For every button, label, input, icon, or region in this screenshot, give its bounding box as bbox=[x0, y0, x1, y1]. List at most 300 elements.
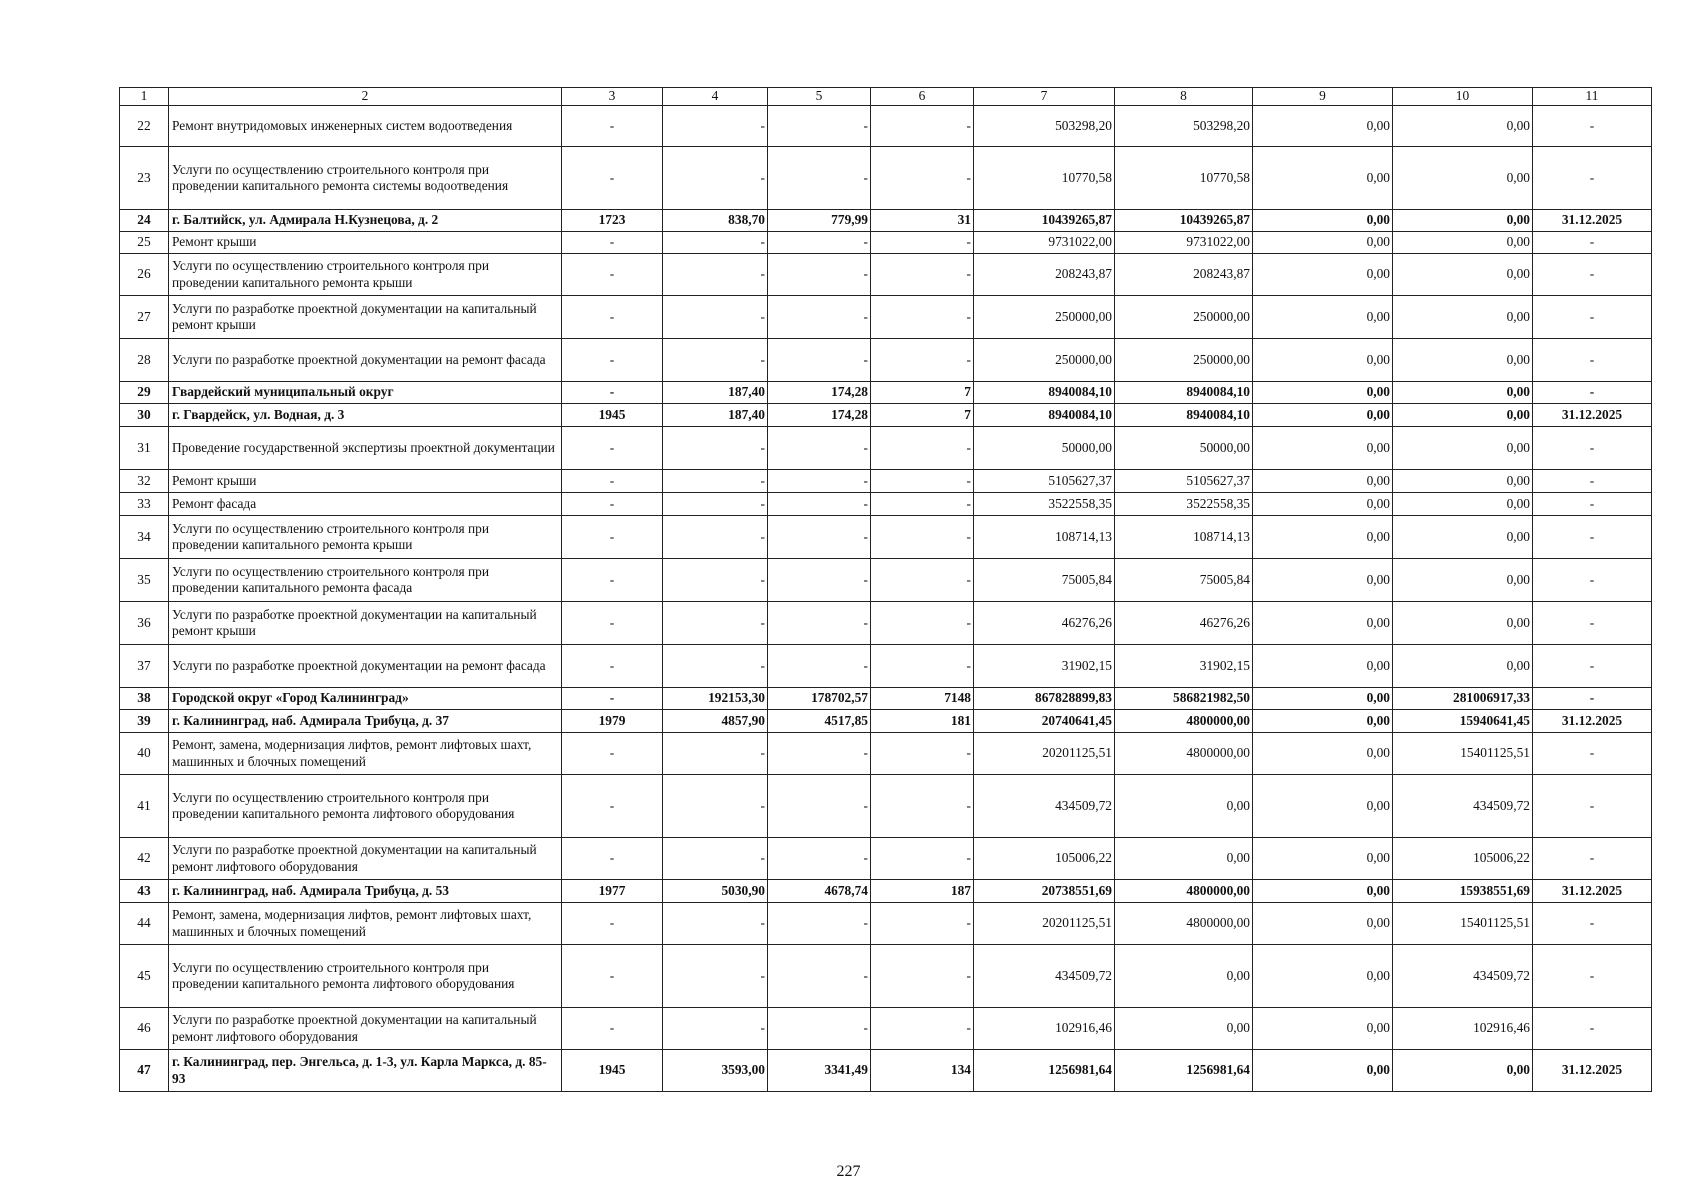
cell-cost-other: 0,00 bbox=[1393, 470, 1533, 493]
cell-area-living: 4517,85 bbox=[768, 710, 871, 733]
column-header: 5 bbox=[768, 88, 871, 106]
cell-area-total: - bbox=[663, 945, 768, 1008]
cell-name: г. Калининград, пер. Энгельса, д. 1-3, ул. Карла Маркса, д. 85-93 bbox=[169, 1050, 562, 1092]
cell-cost-other: 434509,72 bbox=[1393, 945, 1533, 1008]
cell-residents: - bbox=[871, 232, 974, 254]
cell-deadline: - bbox=[1533, 733, 1652, 775]
table-row bbox=[120, 880, 1652, 903]
cell-residents: 134 bbox=[871, 1050, 974, 1092]
cell-cost-fund: 586821982,50 bbox=[1115, 688, 1253, 710]
cell-deadline: - bbox=[1533, 645, 1652, 688]
cell-area-total: - bbox=[663, 516, 768, 559]
cell-cost-total: 10770,58 bbox=[974, 147, 1115, 210]
table-row bbox=[120, 903, 1652, 945]
cell-cost-fund: 4800000,00 bbox=[1115, 903, 1253, 945]
cell-row-number: 26 bbox=[120, 254, 169, 296]
cell-cost-total: 46276,26 bbox=[974, 602, 1115, 645]
cell-residents: 7148 bbox=[871, 688, 974, 710]
cell-cost-budget: 0,00 bbox=[1253, 688, 1393, 710]
table-row bbox=[120, 296, 1652, 339]
cell-residents: - bbox=[871, 147, 974, 210]
cell-cost-budget: 0,00 bbox=[1253, 382, 1393, 404]
cell-year: - bbox=[562, 1008, 663, 1050]
cell-row-number: 41 bbox=[120, 775, 169, 838]
column-header: 10 bbox=[1393, 88, 1533, 106]
cell-name: Ремонт, замена, модернизация лифтов, ремонт лифтовых шахт, машинных и блочных помещений bbox=[169, 903, 562, 945]
cell-cost-total: 108714,13 bbox=[974, 516, 1115, 559]
cell-area-living: - bbox=[768, 232, 871, 254]
cell-cost-other: 0,00 bbox=[1393, 493, 1533, 516]
cell-row-number: 28 bbox=[120, 339, 169, 382]
cell-cost-total: 8940084,10 bbox=[974, 382, 1115, 404]
cell-cost-budget: 0,00 bbox=[1253, 645, 1393, 688]
cell-area-total: 5030,90 bbox=[663, 880, 768, 903]
cell-row-number: 22 bbox=[120, 106, 169, 147]
cell-cost-budget: 0,00 bbox=[1253, 903, 1393, 945]
cell-cost-budget: 0,00 bbox=[1253, 1008, 1393, 1050]
cell-deadline: - bbox=[1533, 516, 1652, 559]
cell-row-number: 45 bbox=[120, 945, 169, 1008]
cell-name: Ремонт крыши bbox=[169, 470, 562, 493]
cell-cost-budget: 0,00 bbox=[1253, 427, 1393, 470]
cell-cost-fund: 4800000,00 bbox=[1115, 710, 1253, 733]
cell-area-total: - bbox=[663, 559, 768, 602]
cell-area-total: - bbox=[663, 106, 768, 147]
cell-area-total: - bbox=[663, 1008, 768, 1050]
table-row bbox=[120, 339, 1652, 382]
cell-name: г. Балтийск, ул. Адмирала Н.Кузнецова, д. 2 bbox=[169, 210, 562, 232]
cell-area-total: 187,40 bbox=[663, 404, 768, 427]
cell-cost-other: 0,00 bbox=[1393, 210, 1533, 232]
cell-area-living: - bbox=[768, 516, 871, 559]
cell-cost-fund: 208243,87 bbox=[1115, 254, 1253, 296]
cell-area-total: - bbox=[663, 903, 768, 945]
capital-repair-table-wrap bbox=[119, 87, 1651, 1092]
cell-area-total: - bbox=[663, 296, 768, 339]
cell-name: Ремонт крыши bbox=[169, 232, 562, 254]
cell-area-total: 187,40 bbox=[663, 382, 768, 404]
cell-area-living: - bbox=[768, 1008, 871, 1050]
cell-cost-other: 0,00 bbox=[1393, 602, 1533, 645]
cell-deadline: - bbox=[1533, 254, 1652, 296]
cell-deadline: - bbox=[1533, 493, 1652, 516]
column-header: 11 bbox=[1533, 88, 1652, 106]
table-row bbox=[120, 775, 1652, 838]
cell-cost-other: 0,00 bbox=[1393, 296, 1533, 339]
table-row bbox=[120, 470, 1652, 493]
cell-cost-budget: 0,00 bbox=[1253, 710, 1393, 733]
cell-cost-budget: 0,00 bbox=[1253, 775, 1393, 838]
cell-year: - bbox=[562, 733, 663, 775]
table-row bbox=[120, 838, 1652, 880]
cell-cost-budget: 0,00 bbox=[1253, 838, 1393, 880]
table-row bbox=[120, 427, 1652, 470]
table-row bbox=[120, 733, 1652, 775]
cell-cost-other: 0,00 bbox=[1393, 339, 1533, 382]
cell-cost-budget: 0,00 bbox=[1253, 296, 1393, 339]
cell-residents: - bbox=[871, 254, 974, 296]
table-row bbox=[120, 602, 1652, 645]
cell-year: - bbox=[562, 470, 663, 493]
cell-cost-total: 434509,72 bbox=[974, 775, 1115, 838]
cell-cost-fund: 250000,00 bbox=[1115, 296, 1253, 339]
cell-cost-other: 15401125,51 bbox=[1393, 903, 1533, 945]
cell-residents: - bbox=[871, 733, 974, 775]
cell-residents: - bbox=[871, 470, 974, 493]
cell-cost-other: 105006,22 bbox=[1393, 838, 1533, 880]
cell-area-total: - bbox=[663, 427, 768, 470]
cell-deadline: - bbox=[1533, 427, 1652, 470]
cell-deadline: - bbox=[1533, 147, 1652, 210]
cell-cost-fund: 1256981,64 bbox=[1115, 1050, 1253, 1092]
cell-row-number: 27 bbox=[120, 296, 169, 339]
cell-area-total: - bbox=[663, 733, 768, 775]
column-header: 7 bbox=[974, 88, 1115, 106]
cell-cost-budget: 0,00 bbox=[1253, 470, 1393, 493]
cell-cost-total: 105006,22 bbox=[974, 838, 1115, 880]
cell-deadline: - bbox=[1533, 296, 1652, 339]
cell-year: - bbox=[562, 516, 663, 559]
column-header: 4 bbox=[663, 88, 768, 106]
cell-year: - bbox=[562, 838, 663, 880]
cell-year: - bbox=[562, 775, 663, 838]
cell-cost-other: 0,00 bbox=[1393, 645, 1533, 688]
cell-cost-budget: 0,00 bbox=[1253, 106, 1393, 147]
cell-deadline: - bbox=[1533, 945, 1652, 1008]
table-row bbox=[120, 559, 1652, 602]
cell-area-living: - bbox=[768, 147, 871, 210]
cell-cost-budget: 0,00 bbox=[1253, 493, 1393, 516]
capital-repair-table bbox=[119, 87, 1652, 1092]
cell-cost-budget: 0,00 bbox=[1253, 254, 1393, 296]
cell-year: - bbox=[562, 106, 663, 147]
cell-name: Услуги по осуществлению строительного контроля при проведении капитального ремонта системы водоотведения bbox=[169, 147, 562, 210]
cell-cost-other: 0,00 bbox=[1393, 404, 1533, 427]
table-row bbox=[120, 404, 1652, 427]
cell-cost-fund: 108714,13 bbox=[1115, 516, 1253, 559]
page-number: 227 bbox=[836, 1163, 861, 1180]
cell-residents: 181 bbox=[871, 710, 974, 733]
cell-cost-fund: 0,00 bbox=[1115, 945, 1253, 1008]
cell-area-living: - bbox=[768, 106, 871, 147]
cell-cost-budget: 0,00 bbox=[1253, 404, 1393, 427]
cell-name: Услуги по осуществлению строительного контроля при проведении капитального ремонта крыши bbox=[169, 516, 562, 559]
cell-residents: - bbox=[871, 296, 974, 339]
cell-year: - bbox=[562, 688, 663, 710]
cell-deadline: - bbox=[1533, 339, 1652, 382]
cell-cost-budget: 0,00 bbox=[1253, 945, 1393, 1008]
cell-area-living: - bbox=[768, 775, 871, 838]
cell-cost-other: 15938551,69 bbox=[1393, 880, 1533, 903]
cell-year: - bbox=[562, 903, 663, 945]
column-header: 9 bbox=[1253, 88, 1393, 106]
cell-area-total: - bbox=[663, 339, 768, 382]
cell-row-number: 47 bbox=[120, 1050, 169, 1092]
cell-name: Гвардейский муниципальный округ bbox=[169, 382, 562, 404]
cell-year: - bbox=[562, 427, 663, 470]
cell-residents: - bbox=[871, 945, 974, 1008]
cell-deadline: - bbox=[1533, 775, 1652, 838]
table-row bbox=[120, 1050, 1652, 1092]
cell-deadline: - bbox=[1533, 602, 1652, 645]
column-header: 1 bbox=[120, 88, 169, 106]
table-row bbox=[120, 254, 1652, 296]
cell-area-living: 174,28 bbox=[768, 404, 871, 427]
cell-cost-other: 281006917,33 bbox=[1393, 688, 1533, 710]
column-header: 2 bbox=[169, 88, 562, 106]
table-row bbox=[120, 688, 1652, 710]
cell-name: Услуги по осуществлению строительного контроля при проведении капитального ремонта лифтового оборудования bbox=[169, 775, 562, 838]
cell-area-total: 838,70 bbox=[663, 210, 768, 232]
cell-name: г. Гвардейск, ул. Водная, д. 3 bbox=[169, 404, 562, 427]
cell-deadline: - bbox=[1533, 382, 1652, 404]
cell-area-total: - bbox=[663, 602, 768, 645]
cell-cost-other: 15401125,51 bbox=[1393, 733, 1533, 775]
cell-row-number: 31 bbox=[120, 427, 169, 470]
cell-area-total: 192153,30 bbox=[663, 688, 768, 710]
cell-year: 1945 bbox=[562, 404, 663, 427]
cell-row-number: 25 bbox=[120, 232, 169, 254]
cell-cost-fund: 10439265,87 bbox=[1115, 210, 1253, 232]
cell-cost-total: 102916,46 bbox=[974, 1008, 1115, 1050]
cell-cost-fund: 0,00 bbox=[1115, 838, 1253, 880]
cell-area-living: 4678,74 bbox=[768, 880, 871, 903]
cell-year: - bbox=[562, 296, 663, 339]
cell-cost-total: 20738551,69 bbox=[974, 880, 1115, 903]
cell-cost-fund: 0,00 bbox=[1115, 1008, 1253, 1050]
cell-cost-fund: 8940084,10 bbox=[1115, 404, 1253, 427]
column-header: 3 bbox=[562, 88, 663, 106]
cell-cost-fund: 9731022,00 bbox=[1115, 232, 1253, 254]
cell-residents: 187 bbox=[871, 880, 974, 903]
cell-cost-total: 3522558,35 bbox=[974, 493, 1115, 516]
cell-area-total: - bbox=[663, 254, 768, 296]
cell-name: Услуги по разработке проектной документации на капитальный ремонт лифтового оборудования bbox=[169, 838, 562, 880]
cell-cost-other: 0,00 bbox=[1393, 147, 1533, 210]
cell-deadline: 31.12.2025 bbox=[1533, 404, 1652, 427]
cell-cost-budget: 0,00 bbox=[1253, 232, 1393, 254]
cell-year: - bbox=[562, 339, 663, 382]
cell-year: - bbox=[562, 382, 663, 404]
cell-area-living: 178702,57 bbox=[768, 688, 871, 710]
cell-cost-total: 250000,00 bbox=[974, 296, 1115, 339]
cell-cost-other: 434509,72 bbox=[1393, 775, 1533, 838]
cell-cost-fund: 4800000,00 bbox=[1115, 880, 1253, 903]
cell-cost-budget: 0,00 bbox=[1253, 339, 1393, 382]
cell-residents: - bbox=[871, 493, 974, 516]
cell-area-living: - bbox=[768, 559, 871, 602]
cell-deadline: - bbox=[1533, 232, 1652, 254]
cell-cost-total: 5105627,37 bbox=[974, 470, 1115, 493]
cell-cost-fund: 46276,26 bbox=[1115, 602, 1253, 645]
cell-residents: - bbox=[871, 838, 974, 880]
cell-name: г. Калининград, наб. Адмирала Трибуца, д. 53 bbox=[169, 880, 562, 903]
cell-deadline: - bbox=[1533, 903, 1652, 945]
cell-row-number: 40 bbox=[120, 733, 169, 775]
cell-year: 1979 bbox=[562, 710, 663, 733]
cell-name: Услуги по разработке проектной документации на капитальный ремонт крыши bbox=[169, 602, 562, 645]
cell-row-number: 39 bbox=[120, 710, 169, 733]
cell-cost-total: 50000,00 bbox=[974, 427, 1115, 470]
cell-cost-total: 434509,72 bbox=[974, 945, 1115, 1008]
cell-cost-fund: 503298,20 bbox=[1115, 106, 1253, 147]
cell-area-total: - bbox=[663, 775, 768, 838]
cell-area-living: - bbox=[768, 427, 871, 470]
cell-area-living: 174,28 bbox=[768, 382, 871, 404]
cell-year: - bbox=[562, 945, 663, 1008]
cell-area-living: 779,99 bbox=[768, 210, 871, 232]
cell-year: - bbox=[562, 645, 663, 688]
cell-area-living: - bbox=[768, 903, 871, 945]
cell-row-number: 34 bbox=[120, 516, 169, 559]
cell-cost-total: 1256981,64 bbox=[974, 1050, 1115, 1092]
cell-cost-other: 0,00 bbox=[1393, 1050, 1533, 1092]
cell-area-living: - bbox=[768, 470, 871, 493]
column-header: 6 bbox=[871, 88, 974, 106]
cell-row-number: 42 bbox=[120, 838, 169, 880]
cell-deadline: 31.12.2025 bbox=[1533, 710, 1652, 733]
cell-cost-budget: 0,00 bbox=[1253, 1050, 1393, 1092]
cell-cost-other: 0,00 bbox=[1393, 559, 1533, 602]
cell-name: Ремонт фасада bbox=[169, 493, 562, 516]
cell-year: 1945 bbox=[562, 1050, 663, 1092]
cell-area-living: - bbox=[768, 339, 871, 382]
cell-cost-other: 0,00 bbox=[1393, 106, 1533, 147]
cell-row-number: 23 bbox=[120, 147, 169, 210]
cell-cost-other: 0,00 bbox=[1393, 516, 1533, 559]
cell-row-number: 24 bbox=[120, 210, 169, 232]
cell-name: Услуги по разработке проектной документации на ремонт фасада bbox=[169, 339, 562, 382]
table-row bbox=[120, 382, 1652, 404]
table-row bbox=[120, 106, 1652, 147]
cell-residents: - bbox=[871, 602, 974, 645]
table-row bbox=[120, 147, 1652, 210]
cell-cost-budget: 0,00 bbox=[1253, 210, 1393, 232]
cell-residents: - bbox=[871, 427, 974, 470]
cell-deadline: 31.12.2025 bbox=[1533, 880, 1652, 903]
cell-cost-other: 0,00 bbox=[1393, 382, 1533, 404]
cell-deadline: - bbox=[1533, 1008, 1652, 1050]
cell-cost-total: 503298,20 bbox=[974, 106, 1115, 147]
cell-year: - bbox=[562, 232, 663, 254]
cell-row-number: 33 bbox=[120, 493, 169, 516]
cell-row-number: 30 bbox=[120, 404, 169, 427]
cell-area-living: - bbox=[768, 254, 871, 296]
cell-deadline: - bbox=[1533, 838, 1652, 880]
cell-cost-budget: 0,00 bbox=[1253, 880, 1393, 903]
cell-area-living: 3341,49 bbox=[768, 1050, 871, 1092]
table-row bbox=[120, 210, 1652, 232]
table-row bbox=[120, 516, 1652, 559]
table-row bbox=[120, 232, 1652, 254]
cell-cost-other: 102916,46 bbox=[1393, 1008, 1533, 1050]
cell-name: Проведение государственной экспертизы проектной документации bbox=[169, 427, 562, 470]
cell-cost-total: 20740641,45 bbox=[974, 710, 1115, 733]
cell-cost-budget: 0,00 bbox=[1253, 602, 1393, 645]
cell-cost-fund: 5105627,37 bbox=[1115, 470, 1253, 493]
cell-row-number: 35 bbox=[120, 559, 169, 602]
cell-area-living: - bbox=[768, 945, 871, 1008]
cell-row-number: 36 bbox=[120, 602, 169, 645]
cell-deadline: 31.12.2025 bbox=[1533, 210, 1652, 232]
cell-cost-other: 0,00 bbox=[1393, 427, 1533, 470]
column-number-header bbox=[120, 88, 1652, 106]
cell-year: 1723 bbox=[562, 210, 663, 232]
cell-cost-fund: 4800000,00 bbox=[1115, 733, 1253, 775]
table-row bbox=[120, 1008, 1652, 1050]
cell-area-living: - bbox=[768, 838, 871, 880]
cell-area-total: - bbox=[663, 470, 768, 493]
cell-area-total: - bbox=[663, 645, 768, 688]
column-header: 8 bbox=[1115, 88, 1253, 106]
cell-cost-total: 75005,84 bbox=[974, 559, 1115, 602]
cell-area-living: - bbox=[768, 493, 871, 516]
cell-name: Услуги по осуществлению строительного контроля при проведении капитального ремонта крыши bbox=[169, 254, 562, 296]
cell-cost-fund: 75005,84 bbox=[1115, 559, 1253, 602]
cell-area-total: 4857,90 bbox=[663, 710, 768, 733]
cell-cost-other: 0,00 bbox=[1393, 232, 1533, 254]
cell-cost-budget: 0,00 bbox=[1253, 733, 1393, 775]
cell-cost-fund: 31902,15 bbox=[1115, 645, 1253, 688]
cell-cost-fund: 8940084,10 bbox=[1115, 382, 1253, 404]
cell-residents: 31 bbox=[871, 210, 974, 232]
table-row bbox=[120, 945, 1652, 1008]
cell-year: - bbox=[562, 559, 663, 602]
cell-residents: - bbox=[871, 645, 974, 688]
cell-year: - bbox=[562, 602, 663, 645]
table-row bbox=[120, 493, 1652, 516]
cell-residents: 7 bbox=[871, 404, 974, 427]
cell-residents: - bbox=[871, 559, 974, 602]
cell-deadline: - bbox=[1533, 470, 1652, 493]
cell-row-number: 37 bbox=[120, 645, 169, 688]
cell-name: Услуги по разработке проектной документации на капитальный ремонт крыши bbox=[169, 296, 562, 339]
cell-area-total: - bbox=[663, 493, 768, 516]
cell-cost-total: 10439265,87 bbox=[974, 210, 1115, 232]
cell-name: Ремонт внутридомовых инженерных систем водоотведения bbox=[169, 106, 562, 147]
cell-cost-total: 20201125,51 bbox=[974, 903, 1115, 945]
table-row bbox=[120, 710, 1652, 733]
cell-area-living: - bbox=[768, 645, 871, 688]
cell-row-number: 29 bbox=[120, 382, 169, 404]
cell-name: г. Калининград, наб. Адмирала Трибуца, д. 37 bbox=[169, 710, 562, 733]
cell-row-number: 32 bbox=[120, 470, 169, 493]
cell-name: Городской округ «Город Калининград» bbox=[169, 688, 562, 710]
cell-name: Ремонт, замена, модернизация лифтов, ремонт лифтовых шахт, машинных и блочных помещений bbox=[169, 733, 562, 775]
cell-residents: - bbox=[871, 775, 974, 838]
cell-area-total: - bbox=[663, 232, 768, 254]
cell-cost-budget: 0,00 bbox=[1253, 147, 1393, 210]
cell-name: Услуги по разработке проектной документации на ремонт фасада bbox=[169, 645, 562, 688]
cell-cost-total: 250000,00 bbox=[974, 339, 1115, 382]
cell-row-number: 43 bbox=[120, 880, 169, 903]
cell-cost-total: 208243,87 bbox=[974, 254, 1115, 296]
cell-cost-other: 15940641,45 bbox=[1393, 710, 1533, 733]
cell-area-living: - bbox=[768, 602, 871, 645]
cell-name: Услуги по осуществлению строительного контроля при проведении капитального ремонта лифтового оборудования bbox=[169, 945, 562, 1008]
cell-name: Услуги по разработке проектной документации на капитальный ремонт лифтового оборудования bbox=[169, 1008, 562, 1050]
cell-area-total: - bbox=[663, 147, 768, 210]
cell-cost-fund: 250000,00 bbox=[1115, 339, 1253, 382]
cell-residents: - bbox=[871, 1008, 974, 1050]
cell-deadline: - bbox=[1533, 106, 1652, 147]
cell-row-number: 44 bbox=[120, 903, 169, 945]
table-body bbox=[120, 88, 1652, 1092]
cell-cost-fund: 50000,00 bbox=[1115, 427, 1253, 470]
cell-area-total: - bbox=[663, 838, 768, 880]
cell-area-living: - bbox=[768, 296, 871, 339]
cell-cost-other: 0,00 bbox=[1393, 254, 1533, 296]
